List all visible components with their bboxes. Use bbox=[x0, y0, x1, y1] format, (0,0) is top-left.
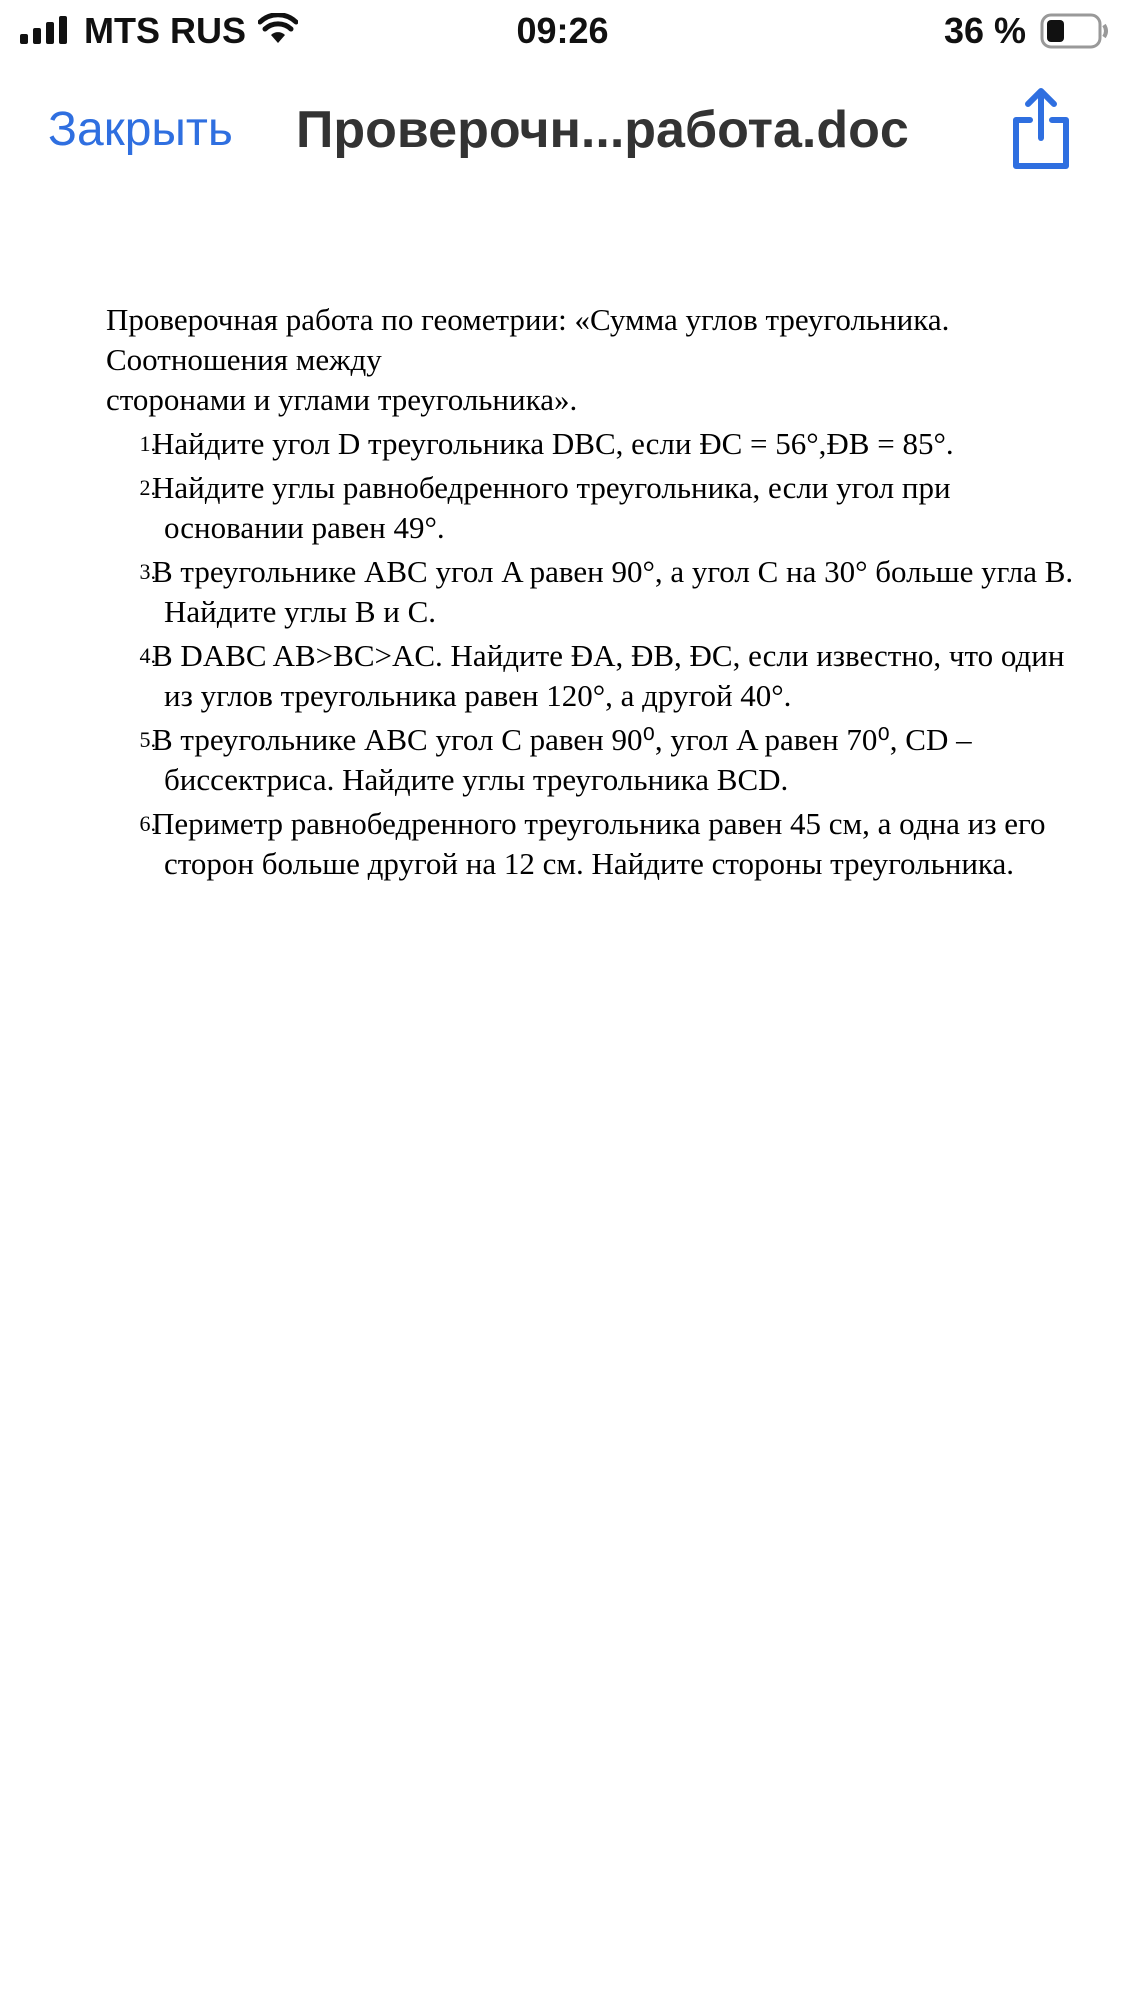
document-title: Проверочн...работа.doc bbox=[296, 101, 909, 159]
task-item bbox=[106, 468, 1086, 548]
task-number: 3. bbox=[139, 559, 156, 584]
heading-line: Проверочная работа по геометрии: «Сумма углов треугольника. bbox=[106, 302, 950, 337]
share-button[interactable] bbox=[1006, 86, 1076, 172]
carrier-name: MTS RUS bbox=[84, 10, 246, 51]
task-item bbox=[106, 636, 1086, 716]
task-item bbox=[106, 424, 1086, 464]
task-item bbox=[106, 804, 1086, 884]
task-number: 6. bbox=[139, 811, 156, 836]
document-content bbox=[106, 300, 1086, 884]
status-bar bbox=[0, 0, 1125, 62]
task-text: В DABC AB>BC>AC. Найдите ÐA, ÐB, ÐC, если известно, что один из углов треугольника равен 120°, а другой 40°. bbox=[152, 638, 1065, 713]
task-text: Периметр равнобедренного треугольника равен 45 см, а одна из его сторон больше другой на 12 см. Найдите стороны треугольника. bbox=[152, 806, 1046, 881]
status-time: 09:26 bbox=[516, 10, 609, 51]
task-number: 2. bbox=[139, 475, 156, 500]
task-list bbox=[106, 424, 1086, 884]
battery-icon bbox=[1040, 13, 1110, 58]
document-heading bbox=[106, 300, 1086, 420]
close-button[interactable]: Закрыть bbox=[48, 103, 233, 156]
task-number: 5. bbox=[139, 727, 156, 752]
share-icon bbox=[1006, 86, 1076, 172]
task-number: 1. bbox=[139, 431, 156, 456]
task-text: Найдите угол D треугольника DBC, если ÐC = 56°,ÐB = 85°. bbox=[152, 426, 954, 461]
heading-line: Соотношения между bbox=[106, 342, 382, 377]
task-number: 4. bbox=[139, 643, 156, 668]
navigation-bar bbox=[0, 70, 1125, 190]
heading-line: сторонами и углами треугольника». bbox=[106, 382, 578, 417]
task-item bbox=[106, 720, 1086, 800]
task-text: В треугольнике ABC угол A равен 90°, а угол C на 30° больше угла B. Найдите углы B и C. bbox=[152, 554, 1074, 629]
task-text: Найдите углы равнобедренного треугольника, если угол при основании равен 49°. bbox=[152, 470, 951, 545]
battery-percent: 36 % bbox=[944, 10, 1027, 51]
task-text: В треугольнике ABC угол C равен 90⁰, угол A равен 70⁰, CD – биссектриса. Найдите углы треугольника BCD. bbox=[152, 722, 972, 797]
task-item bbox=[106, 552, 1086, 632]
